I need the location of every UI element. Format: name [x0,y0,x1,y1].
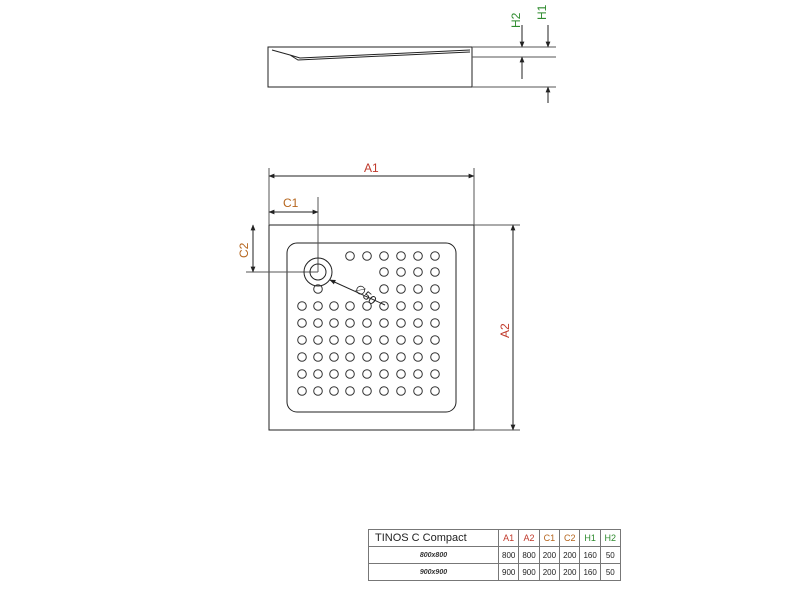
anti-slip-dot [346,387,355,396]
h2-label: H2 [509,12,523,28]
anti-slip-dot [431,268,440,277]
a2-label: A2 [498,323,512,338]
anti-slip-dot [397,370,406,379]
anti-slip-dot [314,370,323,379]
anti-slip-dot [330,319,339,328]
basin-outline [287,243,456,412]
spec-table [368,529,621,581]
anti-slip-dot [363,319,372,328]
anti-slip-dot [380,268,389,277]
anti-slip-dot [298,302,307,311]
anti-slip-dot-pattern [298,252,440,396]
anti-slip-dot [298,353,307,362]
anti-slip-dot [431,319,440,328]
table-cell: 800 [519,547,539,564]
anti-slip-dot [298,387,307,396]
anti-slip-dot [330,353,339,362]
header-c2: C2 [560,530,580,547]
table-cell: 200 [539,547,559,564]
anti-slip-dot [414,302,423,311]
anti-slip-dot [397,285,406,294]
drain-diameter-label: ∅50 [352,281,380,308]
anti-slip-dot [414,252,423,261]
anti-slip-dot [397,302,406,311]
anti-slip-dot [314,353,323,362]
table-row [369,547,621,564]
table-cell: 160 [580,547,600,564]
anti-slip-dot [298,370,307,379]
header-h1: H1 [580,530,600,547]
h1-label: H1 [535,4,549,20]
anti-slip-dot [414,285,423,294]
anti-slip-dot [314,336,323,345]
anti-slip-dot [330,387,339,396]
anti-slip-dot [314,387,323,396]
side-view-basin-profile [272,50,470,60]
anti-slip-dot [397,268,406,277]
anti-slip-dot [431,387,440,396]
table-cell: 50 [600,564,620,581]
table-cell: 900 [519,564,539,581]
spec-table-header-row [369,530,621,547]
anti-slip-dot [346,353,355,362]
anti-slip-dot [314,319,323,328]
model-name: TINOS C Compact [369,530,499,547]
anti-slip-dot [363,252,372,261]
anti-slip-dot [380,336,389,345]
anti-slip-dot [346,336,355,345]
anti-slip-dot [314,302,323,311]
table-cell: 900 [499,564,519,581]
anti-slip-dot [414,336,423,345]
anti-slip-dot [431,336,440,345]
table-cell: 200 [539,564,559,581]
anti-slip-dot [380,319,389,328]
anti-slip-dot [431,302,440,311]
anti-slip-dot [397,252,406,261]
anti-slip-dot [414,353,423,362]
header-a2: A2 [519,530,539,547]
anti-slip-dot [346,319,355,328]
anti-slip-dot [298,336,307,345]
header-a1: A1 [499,530,519,547]
table-cell: 800 [499,547,519,564]
a1-label: A1 [364,161,379,175]
row-size-label: 900x900 [369,564,499,581]
c1-label: C1 [283,196,299,210]
table-cell: 200 [560,564,580,581]
anti-slip-dot [363,336,372,345]
table-row [369,564,621,581]
anti-slip-dot [380,302,389,311]
anti-slip-dot [414,319,423,328]
anti-slip-dot [397,319,406,328]
anti-slip-dot [346,302,355,311]
anti-slip-dot [346,252,355,261]
anti-slip-dot [397,387,406,396]
table-cell: 50 [600,547,620,564]
anti-slip-dot [298,319,307,328]
c2-label: C2 [237,242,251,258]
anti-slip-dot [414,387,423,396]
header-h2: H2 [600,530,620,547]
anti-slip-dot [380,353,389,362]
anti-slip-dot [363,353,372,362]
anti-slip-dot [380,252,389,261]
anti-slip-dot [363,370,372,379]
row-size-label: 800x800 [369,547,499,564]
anti-slip-dot [380,370,389,379]
anti-slip-dot [414,268,423,277]
anti-slip-dot [431,370,440,379]
anti-slip-dot [330,336,339,345]
anti-slip-dot [330,302,339,311]
header-c1: C1 [539,530,559,547]
anti-slip-dot [346,370,355,379]
side-view [268,25,556,103]
anti-slip-dot [330,370,339,379]
anti-slip-dot [431,252,440,261]
anti-slip-dot [380,285,389,294]
anti-slip-dot [397,336,406,345]
anti-slip-dot [397,353,406,362]
anti-slip-dot [431,285,440,294]
anti-slip-dot [431,353,440,362]
table-cell: 160 [580,564,600,581]
anti-slip-dot [363,387,372,396]
anti-slip-dot [380,387,389,396]
table-cell: 200 [560,547,580,564]
anti-slip-dot [414,370,423,379]
